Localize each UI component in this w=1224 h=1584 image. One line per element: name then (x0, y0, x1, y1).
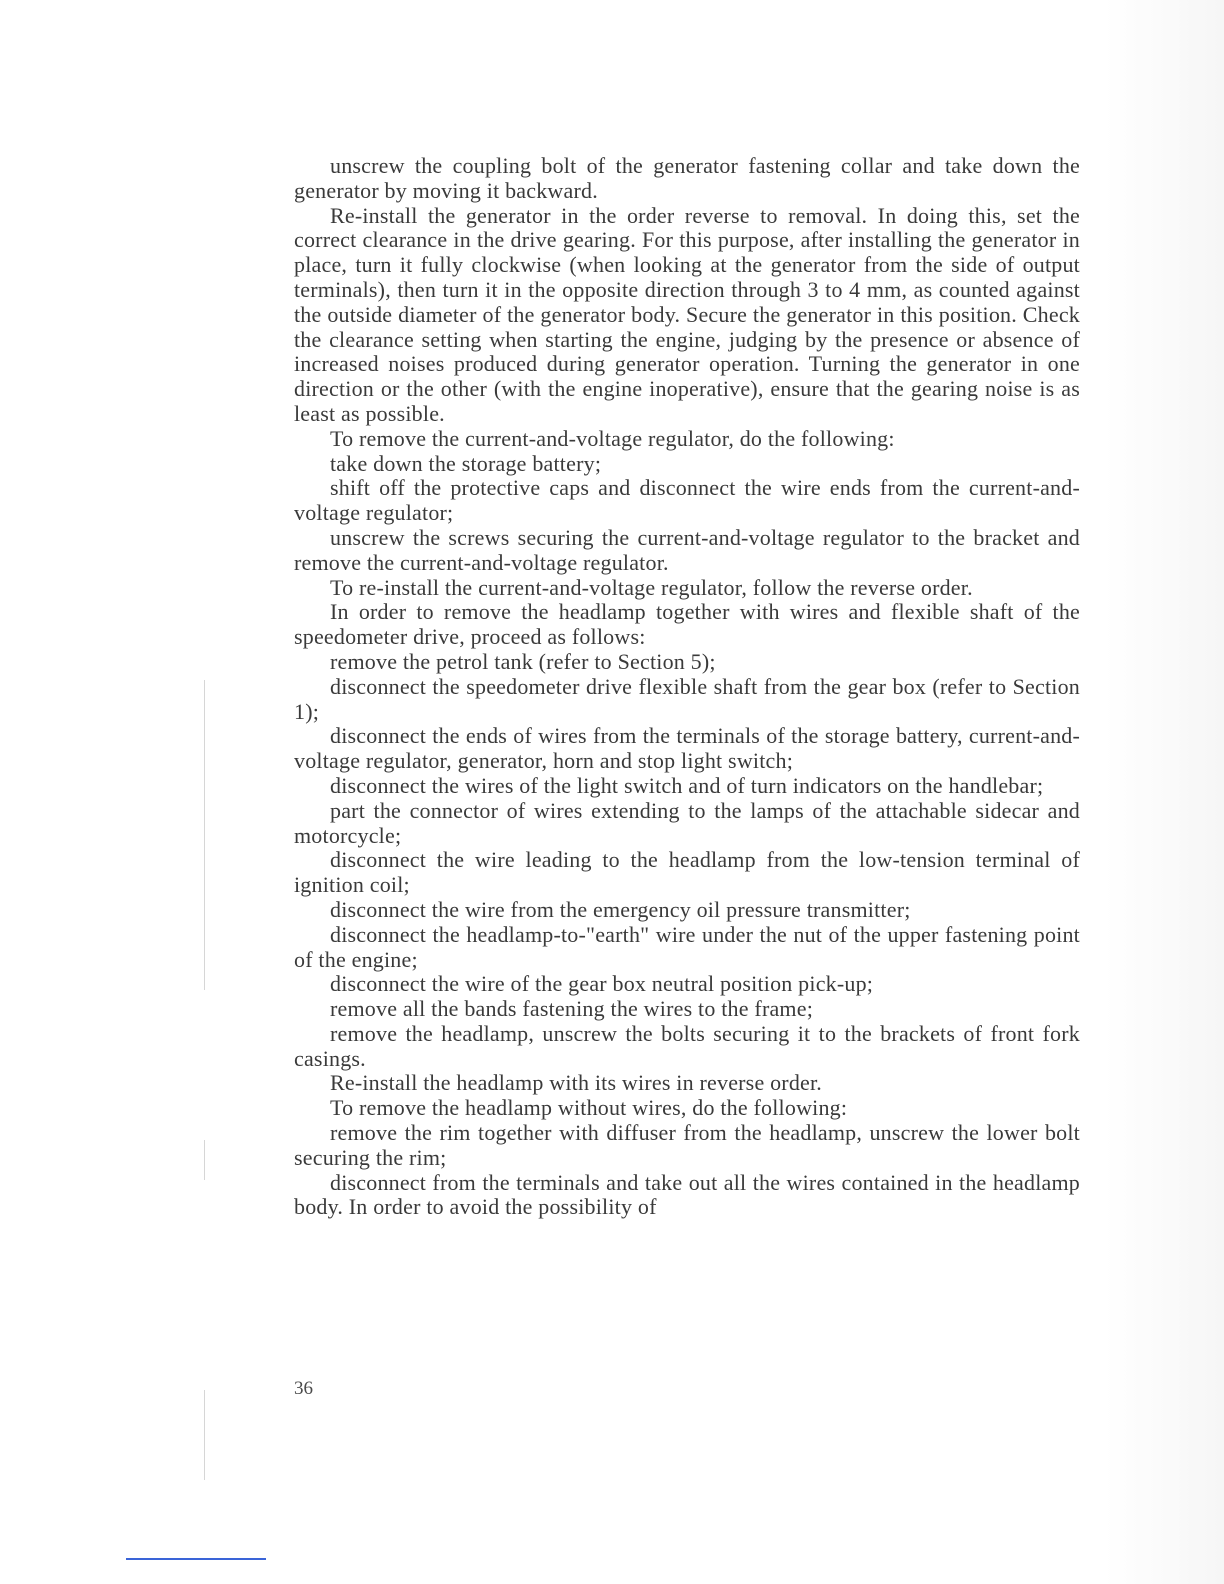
paragraph: disconnect the wire of the gear box neutral position pick-up; (330, 971, 874, 997)
paragraph: disconnect the wires of the light switch and of turn indicators on the handlebar; (330, 772, 1044, 798)
paragraph: disconnect the ends of wires from the terminals of the storage battery, current-and-voltage regulator, generator, horn and stop light switch; (294, 723, 1080, 774)
body-text (294, 154, 1080, 1220)
paragraph: To re-install the current-and-voltage regulator, follow the reverse order. (330, 574, 973, 600)
paragraph: disconnect the speedometer drive flexible shaft from the gear box (refer to Section 1); (294, 673, 1080, 724)
page-number: 36 (294, 1378, 313, 1399)
scan-margin-line (204, 680, 205, 990)
paragraph: shift off the protective caps and disconnect the wire ends from the current-and-voltage regulator; (294, 475, 1080, 526)
paragraph: disconnect the wire from the emergency oil pressure transmitter; (330, 896, 911, 922)
paragraph: disconnect the headlamp-to-"earth" wire under the nut of the upper fastening point of the engine; (294, 921, 1080, 972)
paragraph: To remove the headlamp without wires, do the following: (330, 1095, 848, 1121)
paragraph: remove all the bands fastening the wires to the frame; (330, 996, 814, 1022)
paragraph: unscrew the coupling bolt of the generator fastening collar and take down the generator by moving it backward. (294, 153, 1080, 203)
scan-margin-line (204, 1140, 205, 1180)
paragraph: part the connector of wires extending to the lamps of the attachable sidecar and motorcycle; (294, 797, 1080, 848)
paragraph: Re-install the headlamp with its wires in reverse order. (330, 1070, 823, 1096)
paragraph: disconnect from the terminals and take out all the wires contained in the headlamp body. In order to avoid the possibility of (294, 1169, 1080, 1220)
paragraph: remove the headlamp, unscrew the bolts securing it to the brackets of front fork casings. (294, 1020, 1080, 1071)
paragraph: remove the petrol tank (refer to Section 5); (330, 648, 716, 674)
paragraph: To remove the current-and-voltage regulator, do the following: (330, 425, 895, 451)
paragraph: unscrew the screws securing the current-and-voltage regulator to the bracket and remove the current-and-voltage regulator. (294, 524, 1080, 575)
footer-rule (126, 1558, 266, 1560)
paragraph: remove the rim together with diffuser from the headlamp, unscrew the lower bolt securing the rim; (294, 1120, 1080, 1170)
paragraph: In order to remove the headlamp together with wires and flexible shaft of the speedometer drive, proceed as follows: (294, 599, 1080, 650)
scan-margin-line (204, 1390, 205, 1480)
paragraph: disconnect the wire leading to the headlamp from the low-tension terminal of ignition coil; (294, 847, 1080, 898)
paragraph: take down the storage battery; (330, 450, 602, 476)
page-edge-shade (1104, 0, 1224, 1584)
paragraph: Re-install the generator in the order reverse to removal. In doing this, set the correct clearance in the drive gearing. For this purpose, after installing the generator in place, turn it fully clockwise (when looking at the generator from the side of output terminals), then turn it in the opposite direction through 3 to 4 mm, as counted against the outside diameter of the generator body. Secure the generator in this position. Check the clearance setting when starting the engine, judging by the presence or absence of increased noises produced during generator operation. Turning the generator in one direction or the other (with the engine inoperative), ensure that the gearing noise is as least as possible. (294, 202, 1080, 426)
